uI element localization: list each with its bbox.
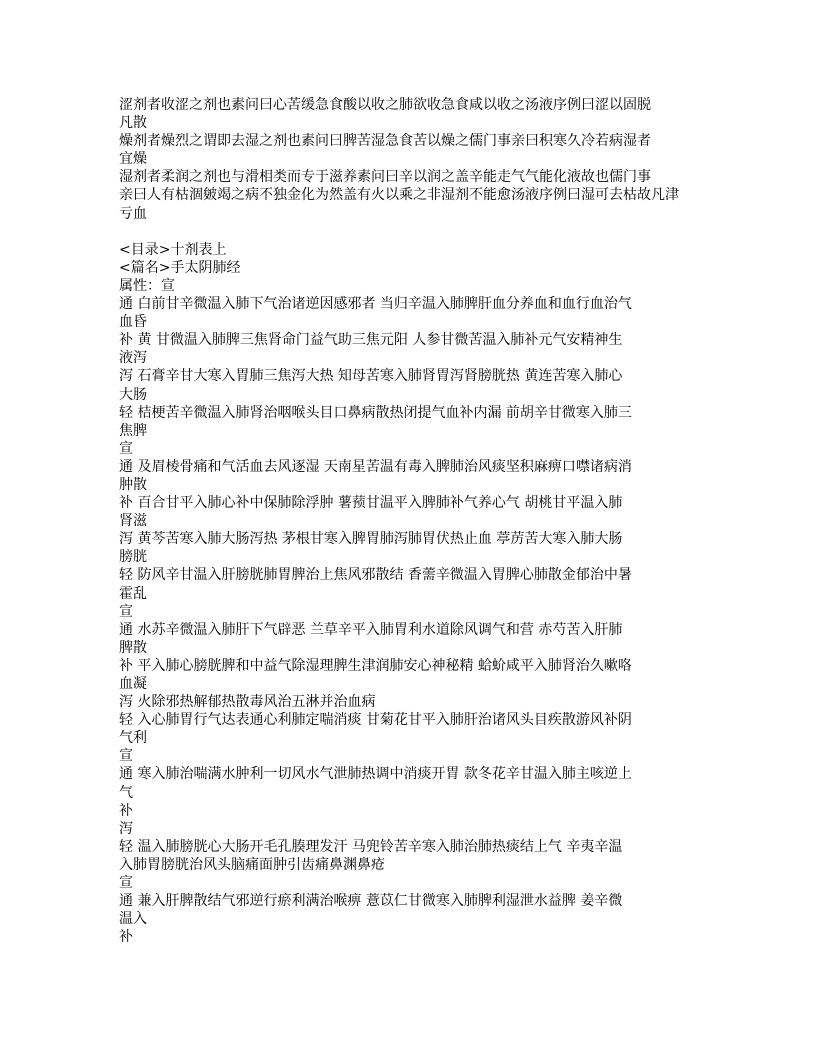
text-line: 补 百合甘平入肺心补中保肺除浮肿 薯蓣甘温平入脾肺补气养心气 胡桃甘平温入肺 [119,495,623,512]
text-line: 通 水苏辛微温入肺肝下气辟恶 兰草辛平入肺胃利水道除风调气和营 赤芍苦入肝肺 [119,621,623,638]
text-line: 泻 [119,820,133,837]
chapter-heading: <篇名>手太阴肺经 [119,259,241,276]
text-line: 宣 [119,875,133,892]
text-line: 宣 [119,440,133,457]
text-line: 轻 桔梗苦辛微温入肺肾治咽喉头目口鼻病散热闭提气血补内漏 前胡辛甘微寒入肺三 [119,404,632,421]
text-line: 轻 入心肺胃行气达表通心利肺定喘消痰 甘菊花甘平入肺肝治诸风头目疾散游风补阴 [119,712,632,729]
text-line: 补 平入肺心膀胱脾和中益气除湿理脾生津润肺安心神秘精 蛤蚧咸平入肺肾治久嗽咯 [119,657,632,674]
document-page [119,96,759,946]
text-line: 湿剂者柔润之剂也与滑相类而专于滋养素问曰辛以润之盖辛能走气气能化液故也儒门事 [119,169,651,186]
text-line: 宣 [119,748,133,765]
text-line: 肾滋 [119,513,147,530]
text-line: 宜燥 [119,151,147,168]
text-line: 入肺胃膀胱治风头脑痛面肿引齿痛鼻渊鼻疮 [119,856,385,873]
text-line: 肿散 [119,476,147,493]
text-line: 燥剂者燥烈之谓即去湿之剂也素问曰脾苦湿急食苦以燥之儒门事亲曰积寒久冷若病湿者 [119,133,651,150]
text-line: 膀胱 [119,549,147,566]
text-line: 泻 火除邪热解郁热散毒风治五淋并治血病 [119,694,376,711]
text-line: 血凝 [119,676,147,692]
text-line: 宣 [119,603,133,620]
text-line: 气利 [119,730,147,747]
text-line: 亏血 [119,205,147,222]
text-line: 通 兼入肝脾散结气邪逆行瘀利满治喉痹 薏苡仁甘微寒入肺脾利湿泄水益脾 姜辛微 [119,893,623,910]
text-line: 轻 防风辛甘温入肝膀胱肺胃脾治上焦风邪散结 香薷辛微温入胃脾心肺散金郁治中暑 [119,567,632,584]
text-line: 轻 温入肺膀胱心大肠开毛孔腠理发汗 马兜铃苦辛寒入肺治肺热痰结上气 辛夷辛温 [119,838,623,855]
text-line: 焦脾 [119,422,147,439]
text-line: 泻 石膏辛甘大寒入胃肺三焦泻大热 知母苦寒入肺肾胃泻肾膀胱热 黄连苦寒入肺心 [119,368,623,385]
text-line: 补 黄 甘微温入肺脾三焦肾命门益气助三焦元阳 人参甘微苦温入肺补元气安精神生 [119,332,623,349]
text-line: 液泻 [119,350,147,367]
attribute-line: 属性：宣 [119,277,175,294]
text-line: 大肠 [119,386,147,403]
toc-heading: <目录>十剂表上 [119,241,227,258]
text-line: 通 寒入肺治喘满水肿利一切风水气泄肺热调中消痰开胃 款冬花辛甘温入肺主咳逆上 [119,766,632,783]
text-line: 通 及眉棱骨痛和气活血去风逐湿 天南星苦温有毒入脾肺治风痰坚积麻痹口噤诸病消 [119,458,632,475]
text-line: 温入 [119,911,147,928]
text-line: 凡散 [119,115,147,132]
text-line: 血昏 [119,314,147,331]
text-line: 霍乱 [119,585,147,602]
text-line: 通 白前甘辛微温入肺下气治诸逆因感邪者 当归辛温入肺脾肝血分养血和血行血治气 [119,296,632,313]
text-line: 补 [119,802,133,819]
text-line: 亲曰人有枯涸皴竭之病不独金化为然盖有火以乘之非湿剂不能愈汤液序例曰湿可去枯故凡津 [119,187,679,204]
text-line: 气 [119,784,133,801]
text-line: 泻 黄芩苦寒入肺大肠泻热 茅根甘寒入脾胃肺泻肺胃伏热止血 葶苈苦大寒入肺大肠 [119,531,623,548]
text-line: 涩剂者收涩之剂也素问曰心苦缓急食酸以收之肺欲收急食咸以收之汤液序例曰涩以固脱 [119,97,651,113]
text-line: 补 [119,929,133,946]
blank-line [119,223,759,241]
text-line: 脾散 [119,639,147,656]
